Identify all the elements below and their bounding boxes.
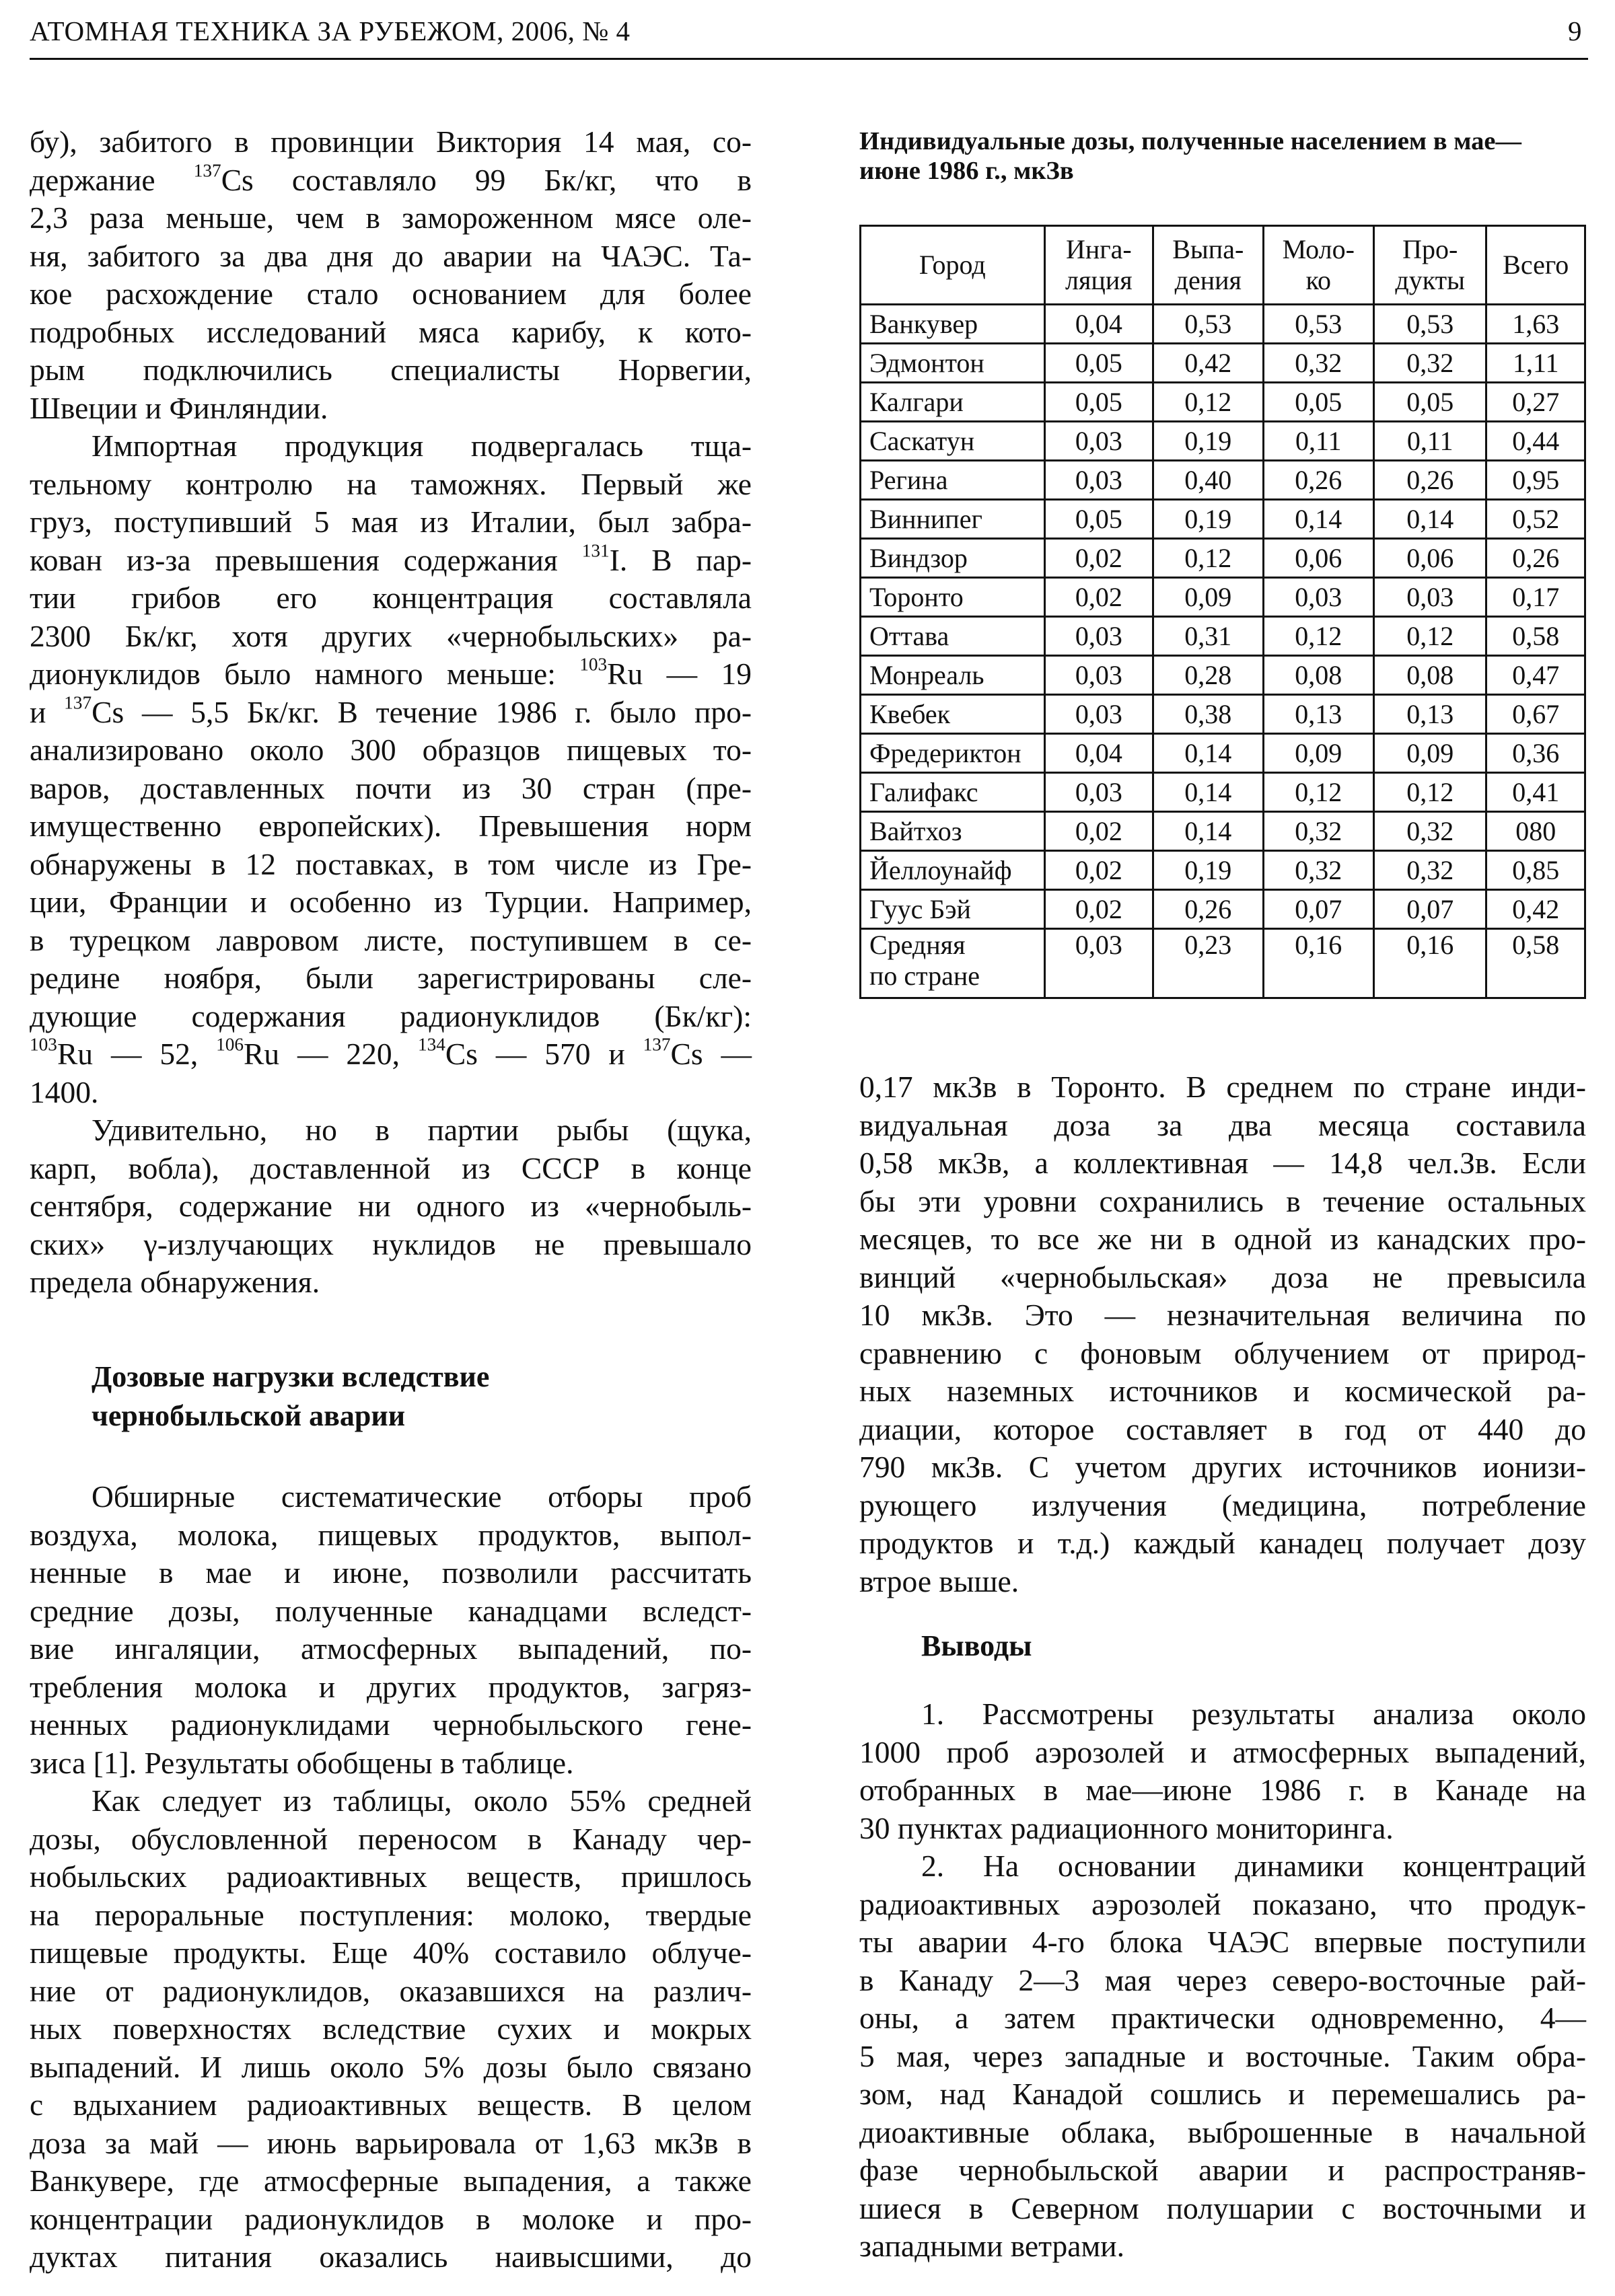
dose-cell: 0,03 <box>1263 578 1373 617</box>
dose-cell: 0,14 <box>1153 734 1263 773</box>
dose-cell: 0,40 <box>1153 461 1263 500</box>
dose-cell: 0,03 <box>1044 656 1153 695</box>
table-caption-line: Индивидуальные дозы, полученные населением в мае— <box>859 127 1521 155</box>
text-line: фазе чернобыльской аварии и распространяв- <box>859 2153 1586 2187</box>
text-line: ние от радионуклидов, оказавшихся на различ- <box>30 1973 752 2008</box>
text-line: сравнению с фоновым облучением от природ- <box>859 1335 1586 1370</box>
text-line: дозы, обусловленной переносом в Канаду чер- <box>30 1821 752 1856</box>
text-line: 790 мкЗв. С учетом других источников ионизи- <box>859 1450 1586 1484</box>
dose-cell: 0,44 <box>1486 422 1585 461</box>
isotope-mass-number: 137 <box>643 1034 671 1055</box>
page-number: 9 <box>1568 15 1582 46</box>
city-cell: Торонто <box>861 578 1045 617</box>
city-cell: Гуус Бэй <box>861 890 1045 929</box>
conclusions-heading: Выводы <box>921 1629 1032 1662</box>
table-row-average <box>861 929 1585 998</box>
dose-cell: 0,28 <box>1153 656 1263 695</box>
dose-cell: 0,04 <box>1044 734 1153 773</box>
text-line: бы эти уровни сохранились в течение остальных <box>859 1183 1586 1218</box>
text-line: кое расхождение стало основанием для более <box>30 276 752 311</box>
dose-cell: 0,12 <box>1263 617 1373 656</box>
text-line: редине ноября, были зарегистрированы сле- <box>30 961 752 995</box>
dose-cell: 0,12 <box>1153 383 1263 422</box>
text-line: Ванкувере, где атмосферные выпадения, а также <box>30 2163 752 2198</box>
dose-cell: 0,02 <box>1044 539 1153 578</box>
dose-cell: 0,53 <box>1373 305 1486 344</box>
city-cell: Эдмонтон <box>861 344 1045 383</box>
dose-cell: 0,14 <box>1153 773 1263 812</box>
dose-cell: 0,05 <box>1044 344 1153 383</box>
dose-table <box>859 225 1586 999</box>
dose-cell: 0,05 <box>1044 500 1153 539</box>
text-line: средние дозы, полученные канадцами вследст- <box>30 1593 752 1628</box>
table-row <box>861 617 1585 656</box>
text-line: ненные в мае и июне, позволили рассчитать <box>30 1555 752 1590</box>
section-heading-line: Дозовые нагрузки вследствие <box>92 1360 490 1393</box>
city-cell: Регина <box>861 461 1045 500</box>
text-line: в Канаду 2—3 мая через северо-восточные рай- <box>859 1962 1586 1997</box>
text-line: воздуха, молока, пищевых продуктов, выпол- <box>30 1517 752 1552</box>
dose-cell: 0,05 <box>1373 383 1486 422</box>
dose-cell: 0,16 <box>1373 929 1486 998</box>
dose-cell: 0,32 <box>1373 851 1486 890</box>
dose-cell: 0,14 <box>1373 500 1486 539</box>
text-line: 1. Рассмотрены результаты анализа около <box>921 1697 1586 1731</box>
dose-cell: 0,02 <box>1044 890 1153 929</box>
text-line: $^{103}$Ru — 52, $^{106}$Ru — 220, $^{134}$Cs — 570 и $^{137}$Cs — <box>30 1034 752 1071</box>
table-row <box>861 578 1585 617</box>
text-line: 10 мкЗв. Это — незначительная величина по <box>859 1298 1586 1332</box>
dose-cell: 0,03 <box>1044 617 1153 656</box>
left-column-text-bottom <box>30 1478 752 2276</box>
dose-cell: 0,05 <box>1263 383 1373 422</box>
paragraph <box>859 1695 1586 1847</box>
isotope-mass-number: 131 <box>581 540 610 561</box>
text-line: вие ингаляции, атмосферных выпадений, по- <box>30 1631 752 1666</box>
city-cell: Саскатун <box>861 422 1045 461</box>
dose-cell: 0,52 <box>1486 500 1585 539</box>
text-line: выпадений. И лишь около 5% дозы было связано <box>30 2049 752 2084</box>
text-line: радиоактивных аэрозолей показано, что продук- <box>859 1886 1586 1921</box>
text-line: западными ветрами. <box>859 2229 1125 2263</box>
text-line: оны, а затем практически одновременно, 4— <box>859 2001 1586 2035</box>
dose-cell: 0,67 <box>1486 695 1585 734</box>
dose-cell: 1,63 <box>1486 305 1585 344</box>
dose-cell: 0,53 <box>1153 305 1263 344</box>
text-line: ненных радионуклидами чернобыльского гене- <box>30 1707 752 1742</box>
text-line: держание $^{137}$Cs составляло 99 Бк/кг, что в <box>30 160 752 197</box>
table-caption <box>859 126 1586 186</box>
dose-cell: 1,11 <box>1486 344 1585 383</box>
text-line: требления молока и других продуктов, загряз- <box>30 1669 752 1704</box>
text-line: и $^{137}$Cs — 5,5 Бк/кг. В течение 1986 г. было про- <box>30 692 752 729</box>
text-line: 30 пунктах радиационного мониторинга. <box>859 1810 1394 1845</box>
text-line: 2. На основании динамики концентраций <box>921 1849 1586 1883</box>
text-line: в турецком лавровом листе, поступившем в се- <box>30 922 752 957</box>
text-line: подробных исследований мяса карибу, к кото- <box>30 314 752 349</box>
text-line: концентрации радионуклидов в молоке и про- <box>30 2201 752 2236</box>
city-cell: Монреаль <box>861 656 1045 695</box>
text-line: тии грибов его концентрация составляла <box>30 581 752 615</box>
isotope-mass-number: 137 <box>64 692 92 713</box>
table-row <box>861 851 1585 890</box>
dose-cell: 0,04 <box>1044 305 1153 344</box>
city-cell: Оттава <box>861 617 1045 656</box>
text-line: сентября, содержание ни одного из «чернобыль- <box>30 1189 752 1223</box>
dose-cell: 0,08 <box>1373 656 1486 695</box>
text-line: кован из-за превышения содержания $^{131}$I. В пар- <box>30 540 752 577</box>
dose-cell: 0,47 <box>1486 656 1585 695</box>
running-header-journal: АТОМНАЯ ТЕХНИКА ЗА РУБЕЖОМ, 2006, № 4 <box>30 15 631 46</box>
text-line: продуктов и т.д.) каждый канадец получает дозу <box>859 1526 1586 1560</box>
city-cell: Виннипег <box>861 500 1045 539</box>
dose-cell: 0,26 <box>1153 890 1263 929</box>
text-line: Как следует из таблицы, около 55% средней <box>92 1783 752 1818</box>
dose-cell: 0,32 <box>1263 851 1373 890</box>
text-line: анализировано около 300 образцов пищевых то- <box>30 733 752 767</box>
dose-cell: 0,12 <box>1263 773 1373 812</box>
dose-cell: 0,13 <box>1263 695 1373 734</box>
dose-cell: 0,03 <box>1044 695 1153 734</box>
text-line: груз, поступивший 5 мая из Италии, был забра- <box>30 505 752 539</box>
text-line: 0,17 мкЗв в Торонто. В среднем по стране инди- <box>859 1070 1586 1104</box>
dose-cell: 0,26 <box>1373 461 1486 500</box>
dose-cell: 0,38 <box>1153 695 1263 734</box>
text-line: обнаружены в 12 поставках, в том числе из Гре- <box>30 846 752 881</box>
table-row <box>861 305 1585 344</box>
dose-cell: 0,41 <box>1486 773 1585 812</box>
isotope-mass-number: 103 <box>30 1034 57 1055</box>
dose-cell: 0,16 <box>1263 929 1373 998</box>
text-line: винций «чернобыльская» доза не превысила <box>859 1259 1586 1294</box>
table-row <box>861 422 1585 461</box>
text-line: бу), забитого в провинции Виктория 14 мая, со- <box>30 124 752 159</box>
text-line: с вдыханием радиоактивных веществ. В целом <box>30 2087 752 2122</box>
dose-cell: 0,13 <box>1373 695 1486 734</box>
text-line: ня, забитого за два дня до аварии на ЧАЭС. Та- <box>30 238 752 273</box>
dose-cell: 0,12 <box>1373 773 1486 812</box>
text-line: 0,58 мкЗв, а коллективная — 14,8 чел.Зв. Если <box>859 1146 1586 1180</box>
table-row <box>861 695 1585 734</box>
paragraph <box>859 1847 1586 2266</box>
text-line: ных наземных источников и космической ра- <box>859 1374 1586 1408</box>
dose-cell: 0,08 <box>1263 656 1373 695</box>
dose-cell: 0,58 <box>1486 617 1585 656</box>
paragraph <box>30 427 752 1111</box>
text-line: ты аварии 4-го блока ЧАЭС впервые поступили <box>859 1925 1586 1959</box>
text-line: дующие содержания радионуклидов (Бк/кг): <box>30 998 752 1033</box>
paragraph <box>30 123 752 427</box>
dose-cell: 0,32 <box>1263 344 1373 383</box>
isotope-mass-number: 134 <box>417 1034 445 1055</box>
text-line: шиеся в Северном полушарии с восточными и <box>859 2190 1586 2225</box>
dose-cell: 0,95 <box>1486 461 1585 500</box>
text-line: втрое выше. <box>859 1563 1019 1598</box>
dose-cell: 0,53 <box>1263 305 1373 344</box>
column-header: Инга- ляция <box>1044 226 1153 305</box>
header-rule <box>30 58 1588 60</box>
dose-cell: 0,02 <box>1044 812 1153 851</box>
city-cell: Фредериктон <box>861 734 1045 773</box>
city-cell: Средняя по стране <box>861 929 1045 998</box>
table-row <box>861 734 1585 773</box>
dose-cell: 0,26 <box>1263 461 1373 500</box>
text-line: рым подключились специалисты Норвегии, <box>30 353 752 387</box>
text-line: предела обнаружения. <box>30 1265 320 1299</box>
section-heading <box>92 1358 489 1436</box>
text-line: 1000 проб аэрозолей и атмосферных выпадений, <box>859 1734 1586 1769</box>
text-line: отобранных в мае—июне 1986 г. в Канаде на <box>859 1773 1586 1807</box>
dose-cell: 0,03 <box>1044 461 1153 500</box>
text-line: зом, над Канадой сошлись и перемешались ра- <box>859 2077 1586 2111</box>
table-caption-line: июне 1986 г., мкЗв <box>859 157 1074 185</box>
dose-cell: 0,58 <box>1486 929 1585 998</box>
dose-cell: 0,14 <box>1263 500 1373 539</box>
text-line: рующего излучения (медицина, потребление <box>859 1487 1586 1522</box>
column-header: Выпа- дения <box>1153 226 1263 305</box>
table-row <box>861 500 1585 539</box>
section-heading-line: чернобыльской аварии <box>92 1399 406 1432</box>
table-row <box>861 812 1585 851</box>
dose-cell: 0,23 <box>1153 929 1263 998</box>
dose-cell: 0,12 <box>1153 539 1263 578</box>
right-column-text <box>859 1068 1586 1600</box>
text-line: Импортная продукция подвергалась тща- <box>92 429 752 463</box>
city-cell: Виндзор <box>861 539 1045 578</box>
text-line: диоактивные облака, выброшенные в начальной <box>859 2114 1586 2149</box>
dose-cell: 0,11 <box>1373 422 1486 461</box>
table-header-row <box>861 226 1585 305</box>
text-line: ции, Франции и особенно из Турции. Например, <box>30 885 752 919</box>
table-row <box>861 383 1585 422</box>
text-line: тельному контролю на таможнях. Первый же <box>30 466 752 501</box>
text-line: дионуклидов было намного меньше: $^{103}$Ru — 19 <box>30 654 752 691</box>
dose-cell: 0,03 <box>1373 578 1486 617</box>
table-row <box>861 773 1585 812</box>
dose-cell: 0,27 <box>1486 383 1585 422</box>
dose-cell: 0,02 <box>1044 851 1153 890</box>
dose-cell: 0,85 <box>1486 851 1585 890</box>
left-column-text-top <box>30 123 752 1302</box>
dose-cell: 0,03 <box>1044 422 1153 461</box>
dose-cell: 0,14 <box>1153 812 1263 851</box>
text-line: ных поверхностях вследствие сухих и мокрых <box>30 2011 752 2046</box>
dose-cell: 0,19 <box>1153 422 1263 461</box>
dose-cell: 0,11 <box>1263 422 1373 461</box>
table-row <box>861 344 1585 383</box>
city-cell: Квебек <box>861 695 1045 734</box>
dose-cell: 0,32 <box>1263 812 1373 851</box>
text-line: зиса [1]. Результаты обобщены в таблице. <box>30 1745 574 1780</box>
city-cell: Вайтхоз <box>861 812 1045 851</box>
isotope-mass-number: 106 <box>216 1034 244 1055</box>
paragraph <box>30 1478 752 1782</box>
dose-cell: 0,07 <box>1263 890 1373 929</box>
text-line: Швеции и Финляндии. <box>30 390 328 425</box>
text-line: ских» γ-излучающих нуклидов не превышало <box>30 1226 752 1261</box>
isotope-mass-number: 137 <box>193 160 221 181</box>
text-line: имущественно европейских). Превышения норм <box>30 809 752 843</box>
dose-cell: 0,06 <box>1263 539 1373 578</box>
city-cell: Калгари <box>861 383 1045 422</box>
text-line: 1400. <box>30 1074 99 1109</box>
column-header: Всего <box>1486 226 1585 305</box>
dose-cell: 0,02 <box>1044 578 1153 617</box>
paragraph <box>30 1111 752 1302</box>
dose-cell: 0,19 <box>1153 851 1263 890</box>
dose-cell: 0,03 <box>1044 773 1153 812</box>
dose-cell: 0,42 <box>1486 890 1585 929</box>
text-line: видуальная доза за два месяца составила <box>859 1107 1586 1142</box>
dose-cell: 0,12 <box>1373 617 1486 656</box>
table-row <box>861 461 1585 500</box>
dose-cell: 0,17 <box>1486 578 1585 617</box>
column-header: Город <box>861 226 1045 305</box>
city-cell: Галифакс <box>861 773 1045 812</box>
dose-cell: 0,42 <box>1153 344 1263 383</box>
dose-cell: 0,32 <box>1373 812 1486 851</box>
text-line: пищевые продукты. Еще 40% составило облуче- <box>30 1935 752 1970</box>
dose-cell: 0,06 <box>1373 539 1486 578</box>
text-line: нобыльских радиоактивных веществ, пришлось <box>30 1859 752 1894</box>
dose-cell: 0,19 <box>1153 500 1263 539</box>
text-line: Обширные систематические отборы проб <box>92 1479 752 1514</box>
table-row <box>861 656 1585 695</box>
dose-cell: 0,09 <box>1373 734 1486 773</box>
text-line: диации, которое составляет в год от 440 до <box>859 1411 1586 1446</box>
dose-cell: 0,32 <box>1373 344 1486 383</box>
text-line: доза за май — июнь варьировала от 1,63 мкЗв в <box>30 2125 752 2160</box>
text-line: месяцев, то все же ни в одной из канадских про- <box>859 1222 1586 1256</box>
text-line: Удивительно, но в партии рыбы (щука, <box>92 1113 752 1147</box>
text-line: 5 мая, через западные и восточные. Таким обра- <box>859 2038 1586 2073</box>
dose-cell: 0,09 <box>1153 578 1263 617</box>
dose-cell: 0,07 <box>1373 890 1486 929</box>
column-header: Моло- ко <box>1263 226 1373 305</box>
text-line: варов, доставленных почти из 30 стран (пре- <box>30 770 752 805</box>
city-cell: Йеллоунайф <box>861 851 1045 890</box>
column-header: Про- дукты <box>1373 226 1486 305</box>
dose-cell: 0,05 <box>1044 383 1153 422</box>
table-row <box>861 539 1585 578</box>
city-cell: Ванкувер <box>861 305 1045 344</box>
text-line: на пероральные поступления: молоко, твердые <box>30 1897 752 1932</box>
text-line: 2300 Бк/кг, хотя других «чернобыльских» ра- <box>30 618 752 653</box>
text-line: 2,3 раза меньше, чем в замороженном мясе оле- <box>30 200 752 235</box>
isotope-mass-number: 103 <box>579 654 608 675</box>
dose-cell: 0,03 <box>1044 929 1153 998</box>
conclusions-list <box>859 1695 1586 2266</box>
table-row <box>861 890 1585 929</box>
dose-cell: 0,26 <box>1486 539 1585 578</box>
paragraph <box>859 1068 1586 1600</box>
text-line: карп, вобла), доставленной из СССР в конце <box>30 1150 752 1185</box>
dose-cell: 080 <box>1486 812 1585 851</box>
dose-cell: 0,09 <box>1263 734 1373 773</box>
dose-cell: 0,36 <box>1486 734 1585 773</box>
text-line: дуктах питания оказались наивысшими, до <box>30 2239 752 2274</box>
paragraph <box>30 1782 752 2276</box>
dose-cell: 0,31 <box>1153 617 1263 656</box>
